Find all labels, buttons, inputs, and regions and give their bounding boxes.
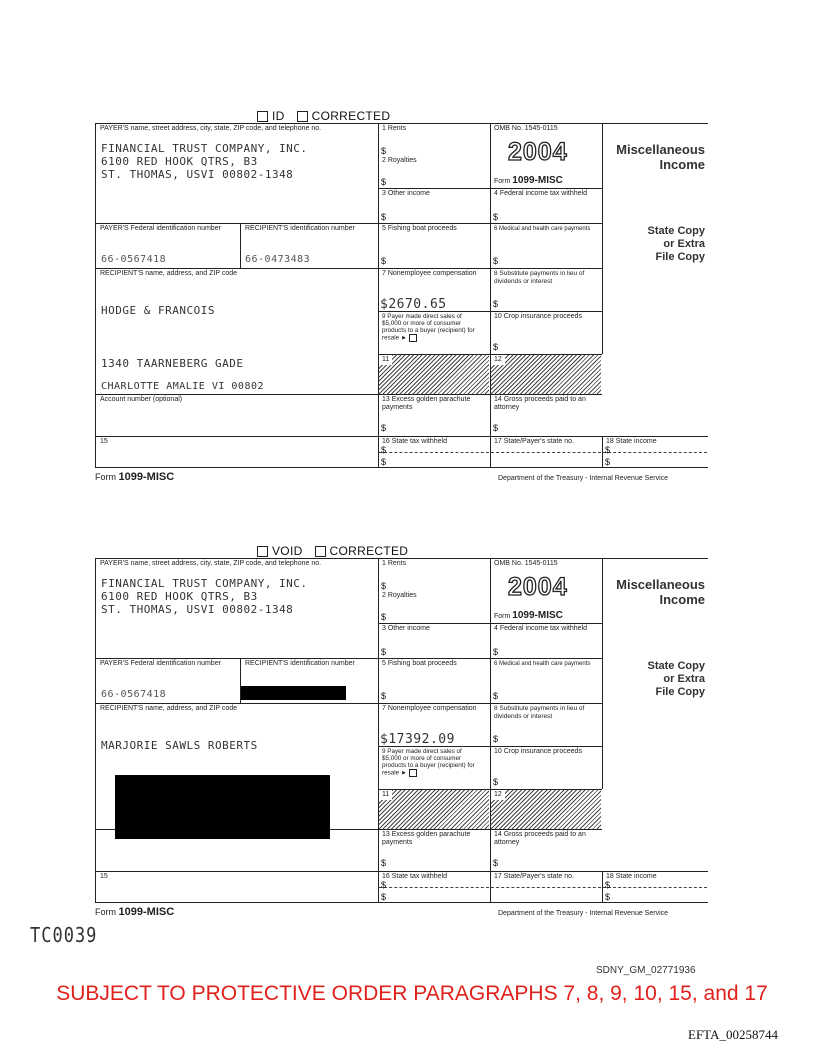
recipient-id-label: RECIPIENT'S identification number <box>245 660 355 667</box>
dollar-sign: $ <box>381 146 387 156</box>
bates-number: SDNY_GM_02771936 <box>596 965 696 976</box>
void-label: VOID <box>272 544 303 558</box>
copy-title <box>595 225 705 264</box>
box-13-label: 13 Excess golden parachute payments <box>382 831 471 846</box>
copy-line-3: File Copy <box>655 686 705 698</box>
copy-line-1: State Copy <box>647 225 705 237</box>
form-prefix: Form <box>494 178 511 185</box>
recipient-id-value: 66-0473483 <box>245 254 311 265</box>
dashed-line <box>603 452 707 453</box>
dollar-sign: $ <box>381 858 387 868</box>
box-5-label: 5 Fishing boat proceeds <box>382 225 457 232</box>
dollar-sign: $ <box>493 734 499 744</box>
box-14-label: 14 Gross proceeds paid to an attorney <box>494 396 586 411</box>
payer-id-value: 66-0567418 <box>101 689 167 700</box>
dollar-sign: $ <box>380 297 389 312</box>
recipient-name: MARJORIE SAWLS ROBERTS <box>101 739 258 752</box>
corrected-label: CORRECTED <box>311 109 391 123</box>
form-1099-misc <box>95 542 708 922</box>
dollar-sign: $ <box>493 858 499 868</box>
tax-year: 2004 <box>508 573 568 601</box>
redaction-box <box>241 686 346 700</box>
grid-line <box>490 124 491 468</box>
dashed-line <box>491 452 601 453</box>
box-9-label <box>379 312 485 343</box>
grid-line <box>95 902 708 903</box>
payer-line-2: 6100 RED HOOK QTRS, B3 <box>101 590 258 603</box>
dollar-sign: $ <box>381 177 387 187</box>
box-9-text: 9 Payer made direct sales of $5,000 or more of consumer products to a buyer (recipient) for resale ► <box>382 313 475 342</box>
box-7-value: 17392.09 <box>388 732 455 747</box>
copy-line-2: or Extra <box>663 673 705 685</box>
protective-order-notice: SUBJECT TO PROTECTIVE ORDER PARAGRAPHS 7, 8, 9, 10, 15, and 17 <box>56 982 768 1005</box>
payer-line-1: FINANCIAL TRUST COMPANY, INC. <box>101 577 308 590</box>
footer-form-label <box>95 471 174 483</box>
form-label <box>494 610 563 621</box>
grid-line <box>490 559 491 903</box>
payer-header: PAYER'S name, street address, city, state, ZIP code, and telephone no. <box>100 560 322 567</box>
dollar-sign: $ <box>493 212 499 222</box>
box-7-amount <box>380 297 447 312</box>
footer-form-prefix: Form <box>95 472 116 482</box>
dollar-sign: $ <box>605 457 611 467</box>
grid-line <box>95 559 96 903</box>
omb-number: OMB No. 1545-0115 <box>494 125 558 132</box>
box-15-label: 15 <box>100 438 108 445</box>
title-line-1: Miscellaneous <box>616 142 705 157</box>
form-label <box>494 175 563 186</box>
copy-line-1: State Copy <box>647 660 705 672</box>
dashed-line <box>491 887 601 888</box>
dollar-sign: $ <box>381 457 387 467</box>
box-18-label: 18 State income <box>606 438 657 445</box>
box-11-label: 11 <box>379 790 392 800</box>
box-9-checkbox[interactable] <box>409 334 417 342</box>
dashed-line <box>379 452 489 453</box>
box-2-label: 2 Royalties <box>382 157 417 164</box>
form-grid <box>95 558 708 902</box>
box-2-label: 2 Royalties <box>382 592 417 599</box>
copy-line-3: File Copy <box>655 251 705 263</box>
omb-number: OMB No. 1545-0115 <box>494 560 558 567</box>
box-5-label: 5 Fishing boat proceeds <box>382 660 457 667</box>
box-10-label: 10 Crop insurance proceeds <box>494 748 582 755</box>
void-checkbox[interactable] <box>257 111 268 122</box>
box-12-shading <box>491 790 601 829</box>
dollar-sign: $ <box>493 647 499 657</box>
box-9-label <box>379 747 485 778</box>
box-17-label: 17 State/Payer's state no. <box>494 438 574 445</box>
form-grid <box>95 123 708 467</box>
grid-line <box>95 124 96 468</box>
box-12-shading <box>491 355 601 394</box>
box-9-text: 9 Payer made direct sales of $5,000 or more of consumer products to a buyer (recipient) for resale ► <box>382 748 475 777</box>
box-12-label: 12 <box>491 355 505 365</box>
dollar-sign: $ <box>381 423 387 433</box>
footer-treasury: Department of the Treasury - Internal Revenue Service <box>498 475 669 482</box>
box-1-label: 1 Rents <box>382 125 407 132</box>
form-prefix: Form <box>494 613 511 620</box>
tc-stamp: TC0039 <box>30 924 98 948</box>
box-17-label: 17 State/Payer's state no. <box>494 873 574 880</box>
dollar-sign: $ <box>381 880 387 890</box>
payer-id-label: PAYER'S Federal identification number <box>100 225 221 232</box>
dollar-sign: $ <box>381 691 387 701</box>
box-11-shading <box>379 355 489 394</box>
corrected-checkbox[interactable] <box>315 546 326 557</box>
dollar-sign: $ <box>605 445 611 455</box>
dollar-sign: $ <box>381 581 387 591</box>
form-header-checkboxes <box>245 542 408 558</box>
tax-year: 2004 <box>508 138 568 166</box>
box-4-label: 4 Federal income tax withheld <box>494 190 587 197</box>
dollar-sign: $ <box>493 691 499 701</box>
dollar-sign: $ <box>381 256 387 266</box>
title-line-1: Miscellaneous <box>616 577 705 592</box>
payer-line-3: ST. THOMAS, USVI 00802-1348 <box>101 603 294 616</box>
dollar-sign: $ <box>381 612 387 622</box>
box-7-value: 2670.65 <box>388 297 447 312</box>
title-line-2: Income <box>659 157 705 172</box>
payer-line-3: ST. THOMAS, USVI 00802-1348 <box>101 168 294 181</box>
efta-number: EFTA_00258744 <box>688 1027 778 1042</box>
corrected-checkbox[interactable] <box>297 111 308 122</box>
box-8-label: 8 Substitute payments in lieu of dividends or interest <box>494 705 585 720</box>
payer-id-label: PAYER'S Federal identification number <box>100 660 221 667</box>
box-1-label: 1 Rents <box>382 560 407 567</box>
footer-form-label <box>95 906 174 918</box>
box-16-label: 16 State tax withheld <box>382 438 447 445</box>
box-11-shading <box>379 790 489 829</box>
box-7-amount <box>380 732 455 747</box>
box-9-checkbox[interactable] <box>409 769 417 777</box>
recipient-id-label: RECIPIENT'S identification number <box>245 225 355 232</box>
box-7-label: 7 Nonemployee compensation <box>382 270 477 277</box>
grid-line <box>95 467 708 468</box>
box-3-label: 3 Other income <box>382 190 430 197</box>
footer-form-prefix: Form <box>95 907 116 917</box>
box-16-label: 16 State tax withheld <box>382 873 447 880</box>
form-1099-misc <box>95 107 708 487</box>
void-checkbox[interactable] <box>257 546 268 557</box>
title-line-2: Income <box>659 592 705 607</box>
box-4-label: 4 Federal income tax withheld <box>494 625 587 632</box>
box-3-label: 3 Other income <box>382 625 430 632</box>
dollar-sign: $ <box>493 299 499 309</box>
recipient-header: RECIPIENT'S name, address, and ZIP code <box>100 270 237 277</box>
dollar-sign: $ <box>381 445 387 455</box>
payer-line-2: 6100 RED HOOK QTRS, B3 <box>101 155 258 168</box>
box-7-label: 7 Nonemployee compensation <box>382 705 477 712</box>
recipient-name: HODGE & FRANCOIS <box>101 304 215 317</box>
dollar-sign: $ <box>493 777 499 787</box>
footer-form-name: 1099-MISC <box>118 471 175 483</box>
recipient-street: 1340 TAARNEBERG GADE <box>101 357 244 370</box>
payer-id-value: 66-0567418 <box>101 254 167 265</box>
corrected-label: CORRECTED <box>329 544 409 558</box>
dollar-sign: $ <box>493 342 499 352</box>
form-header-checkboxes <box>245 107 390 123</box>
box-10-label: 10 Crop insurance proceeds <box>494 313 582 320</box>
copy-line-2: or Extra <box>663 238 705 250</box>
dashed-line <box>379 887 489 888</box>
grid-line <box>240 223 241 268</box>
form-name: 1099-MISC <box>512 610 563 621</box>
dollar-sign: $ <box>605 892 611 902</box>
box-8-label: 8 Substitute payments in lieu of dividends or interest <box>494 270 585 285</box>
box-6-label: 6 Medical and health care payments <box>494 661 591 667</box>
box-12-label: 12 <box>491 790 505 800</box>
dollar-sign: $ <box>381 212 387 222</box>
form-name: 1099-MISC <box>512 175 563 186</box>
redaction-box <box>115 775 330 839</box>
dollar-sign: $ <box>493 256 499 266</box>
dashed-line <box>603 887 707 888</box>
form-title <box>595 577 705 607</box>
box-13-label: 13 Excess golden parachute payments <box>382 396 471 411</box>
payer-header: PAYER'S name, street address, city, state, ZIP code, and telephone no. <box>100 125 322 132</box>
box-18-label: 18 State income <box>606 873 657 880</box>
grid-line <box>378 559 379 903</box>
void-label: ID <box>272 109 285 123</box>
copy-title <box>595 660 705 699</box>
dollar-sign: $ <box>605 880 611 890</box>
dollar-sign: $ <box>380 732 389 747</box>
footer-treasury: Department of the Treasury - Internal Revenue Service <box>498 910 669 917</box>
recipient-city: CHARLOTTE AMALIE VI 00802 <box>101 381 265 392</box>
recipient-header: RECIPIENT'S name, address, and ZIP code <box>100 705 237 712</box>
account-number-label: Account number (optional) <box>100 396 183 403</box>
dollar-sign: $ <box>381 892 387 902</box>
box-11-label: 11 <box>379 355 392 365</box>
box-14-label: 14 Gross proceeds paid to an attorney <box>494 831 586 846</box>
box-6-label: 6 Medical and health care payments <box>494 226 591 232</box>
dollar-sign: $ <box>493 423 499 433</box>
payer-line-1: FINANCIAL TRUST COMPANY, INC. <box>101 142 308 155</box>
grid-line <box>378 124 379 468</box>
dollar-sign: $ <box>381 647 387 657</box>
form-title <box>595 142 705 172</box>
footer-form-name: 1099-MISC <box>118 906 175 918</box>
box-15-label: 15 <box>100 873 108 880</box>
